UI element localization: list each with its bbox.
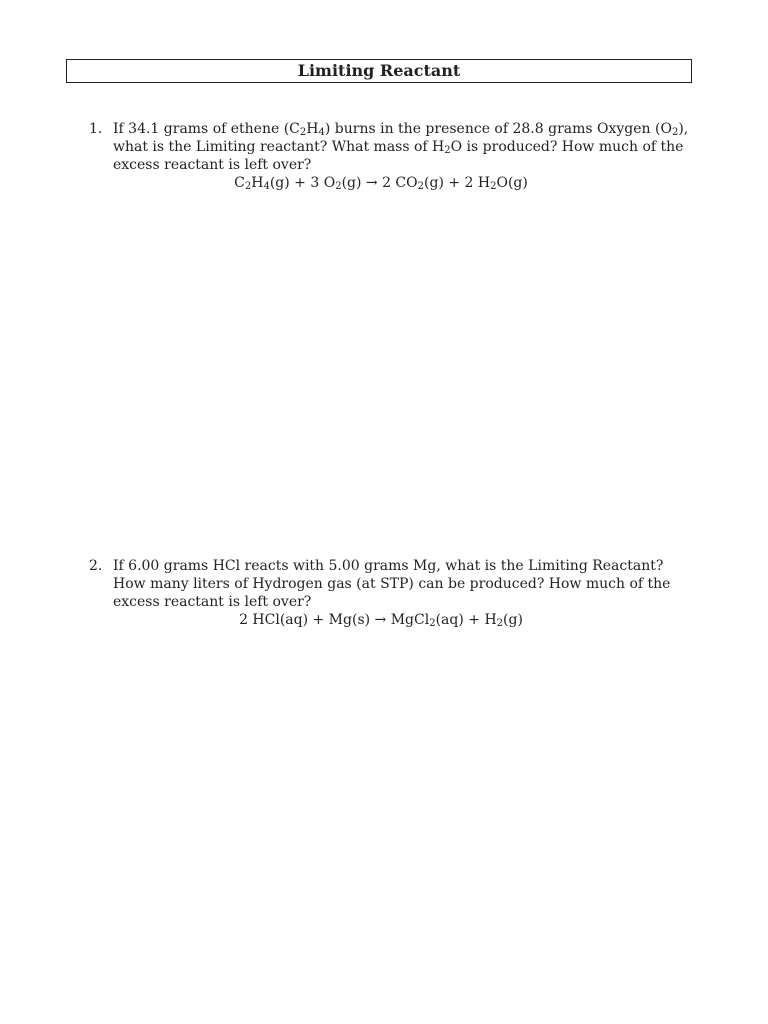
problem-question: If 34.1 grams of ethene $(C_2H_4)$ burns in the presence of 28.8 grams Oxygen $(O_2)$, what is the Limiting reactant? What mass of $H_2O$ is produced? How much of the excess reactant is left over? <box>113 121 689 173</box>
worksheet-title: Limiting Reactant <box>66 59 692 83</box>
chemical-equation: $C_2H_4(g) + 3$ $O_2(g) \to 2$ $CO_2(g) + 2$ $H_2O(g)$ <box>234 175 528 192</box>
problem-1 <box>89 120 689 192</box>
chemical-equation: 2 HCl(aq) + Mg(s) → MgCl$_2$(aq) + $H_2(g)$ <box>239 612 523 629</box>
problem-2 <box>89 557 689 629</box>
problem-question: If 6.00 grams HCl reacts with 5.00 grams Mg, what is the Limiting Reactant? How many liters of Hydrogen gas (at STP) can be produced? How much of the excess reactant is left over? <box>113 558 671 610</box>
problem-number: 1. <box>89 121 103 137</box>
problem-number: 2. <box>89 558 103 574</box>
